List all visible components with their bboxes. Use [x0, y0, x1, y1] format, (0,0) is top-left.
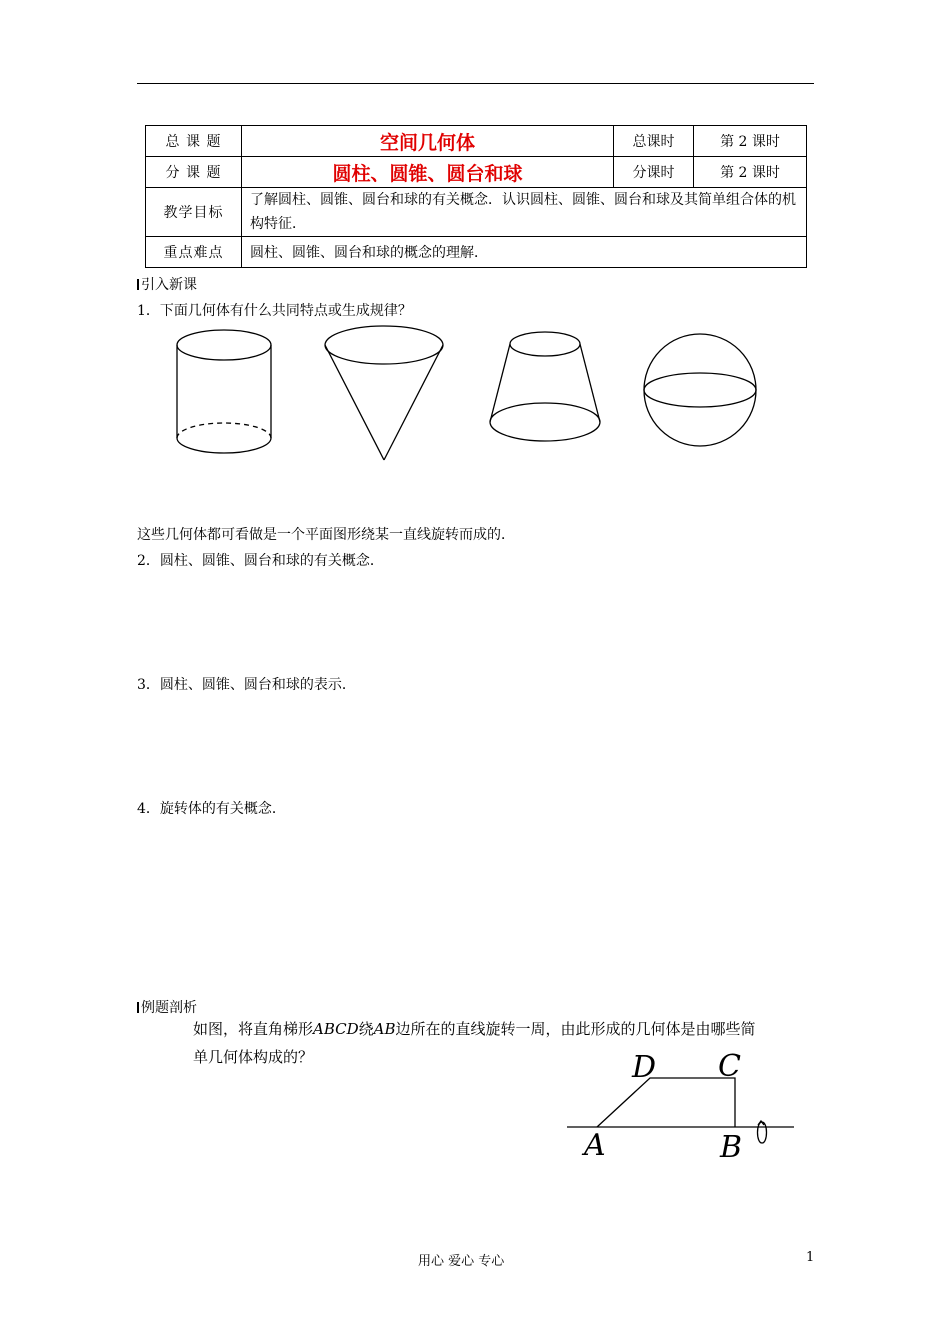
table-row: [146, 237, 807, 268]
frustum-shape: [490, 332, 600, 441]
question-4: 4．旋转体的有关概念．: [137, 801, 286, 817]
header-rule: [137, 83, 814, 84]
vertex-label-c: C: [718, 1049, 741, 1084]
rotation-arrow-icon: [758, 1122, 767, 1143]
math-ab: AB: [373, 1020, 396, 1038]
section-marker-icon: [137, 279, 139, 290]
vertex-label-d: D: [632, 1050, 657, 1085]
example-text-line2: 单几何体构成的？: [193, 1048, 314, 1066]
table-row: [146, 188, 807, 237]
sub-hours-value: 第 2 课时: [694, 157, 807, 188]
sub-hours-label: 分课时: [614, 157, 694, 188]
cylinder-shape: [177, 330, 271, 453]
goals-label: 教学目标: [146, 188, 242, 237]
footer-motto: 用心 爱心 专心: [418, 1254, 505, 1269]
total-hours-label: 总课时: [614, 126, 694, 157]
generation-note: 这些几何体都可看做是一个平面图形绕某一直线旋转而成的．: [137, 527, 515, 543]
question-1: 1．下面几何体有什么共同特点或生成规律？: [137, 303, 412, 319]
key-points-label: 重点难点: [146, 237, 242, 268]
lesson-info-table: [145, 125, 807, 268]
page-number: 1: [806, 1250, 815, 1265]
question-2: 2．圆柱、圆锥、圆台和球的有关概念．: [137, 553, 384, 569]
table-row: [146, 157, 807, 188]
main-topic-title: 空间几何体: [242, 126, 614, 157]
section-marker-icon: [137, 1002, 139, 1013]
table-row: [146, 126, 807, 157]
vertex-label-a: A: [584, 1128, 606, 1163]
example-text-line1: 如图，将直角梯形ABCD绕AB边所在的直线旋转一周，由此形成的几何体是由哪些简: [193, 1020, 756, 1038]
sphere-shape: [644, 334, 756, 446]
key-points-content: 圆柱、圆锥、圆台和球的概念的理解．: [242, 237, 807, 268]
question-3: 3．圆柱、圆锥、圆台和球的表示．: [137, 677, 356, 693]
trapezoid-figure: [560, 1045, 800, 1165]
sub-topic-label: 分 课 题: [146, 157, 242, 188]
vertex-label-b: B: [720, 1130, 743, 1165]
section-intro-heading: 引入新课: [137, 274, 197, 294]
solids-illustration: [160, 318, 780, 468]
total-hours-value: 第 2 课时: [694, 126, 807, 157]
math-abcd: ABCD: [313, 1020, 359, 1038]
main-topic-label: 总 课 题: [146, 126, 242, 157]
trapezoid-outline: [597, 1078, 735, 1127]
cone-shape: [325, 326, 443, 460]
sub-topic-title: 圆柱、圆锥、圆台和球: [242, 157, 614, 188]
goals-content: 了解圆柱、圆锥、圆台和球的有关概念．认识圆柱、圆锥、圆台和球及其简单组合体的机构特征．: [242, 188, 807, 237]
section-example-heading: 例题剖析: [137, 997, 197, 1017]
